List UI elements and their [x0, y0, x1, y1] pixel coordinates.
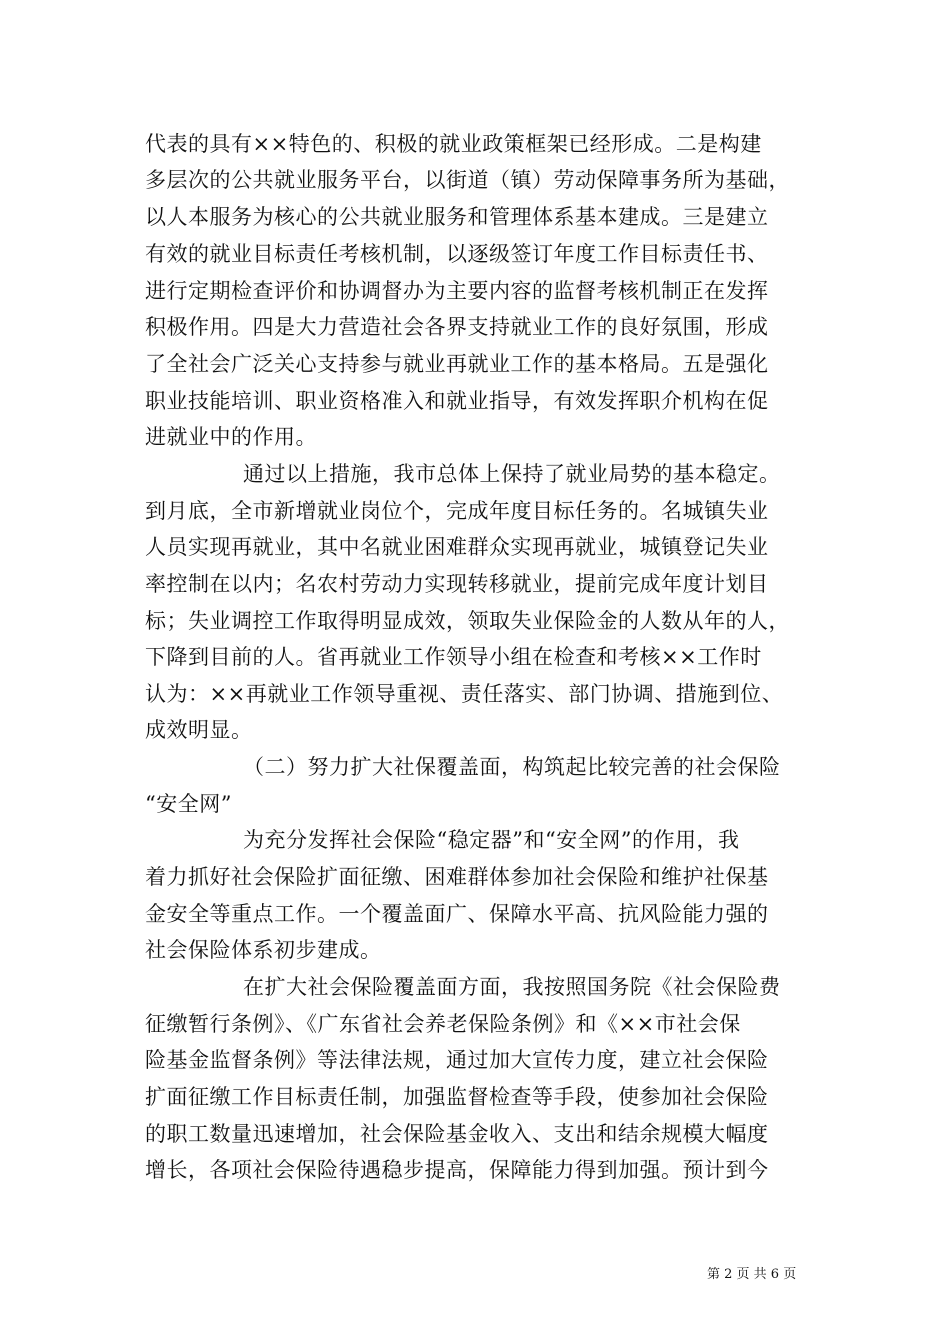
body-line: 进行定期检查评价和协调督办为主要内容的监督考核机制正在发挥 — [145, 279, 769, 303]
paragraph-first-line: 通过以上措施，我市总体上保持了就业局势的基本稳定。 — [243, 462, 781, 486]
body-line: 增长，各项社会保险待遇稳步提高，保障能力得到加强。预计到今 — [145, 1158, 769, 1182]
body-line: 人员实现再就业，其中名就业困难群众实现再就业，城镇登记失业 — [145, 535, 769, 559]
body-line: 下降到目前的人。省再就业工作领导小组在检查和考核××工作时 — [145, 645, 762, 669]
body-line: 征缴暂行条例》、《广东省社会养老保险条例》和《××市社会保 — [145, 1012, 741, 1036]
body-line: 积极作用。四是大力营造社会各界支持就业工作的良好氛围，形成 — [145, 315, 769, 339]
paragraph-first-line: 在扩大社会保险覆盖面方面，我按照国务院《社会保险费 — [243, 975, 781, 999]
body-line: 着力抓好社会保险扩面征缴、困难群体参加社会保险和维护社保基 — [145, 865, 769, 889]
body-line: 社会保险体系初步建成。 — [145, 938, 382, 962]
body-line: 以人本服务为核心的公共就业服务和管理体系基本建成。三是建立 — [145, 205, 769, 229]
body-line: 多层次的公共就业服务平台，以街道（镇）劳动保障事务所为基础， — [145, 168, 790, 192]
page-number: 第 2 页 共 6 页 — [707, 1267, 797, 1282]
body-line: 了全社会广泛关心支持参与就业再就业工作的基本格局。五是强化 — [145, 352, 769, 376]
body-line: 到月底，全市新增就业岗位个，完成年度目标任务的。名城镇失业 — [145, 499, 769, 523]
body-line: 标；失业调控工作取得明显成效，领取失业保险金的人数从年的人， — [145, 609, 790, 633]
body-line: 有效的就业目标责任考核机制，以逐级签订年度工作目标责任书、 — [145, 242, 769, 266]
paragraph-first-line: 为充分发挥社会保险“稳定器”和“安全网”的作用，我 — [243, 828, 740, 852]
body-line: 率控制在以内；名农村劳动力实现转移就业，提前完成年度计划目 — [145, 572, 769, 596]
body-line: 的职工数量迅速增加，社会保险基金收入、支出和结余规模大幅度 — [145, 1122, 769, 1146]
section-heading-continued: “安全网” — [145, 792, 232, 816]
body-line: 金安全等重点工作。一个覆盖面广、保障水平高、抗风险能力强的 — [145, 902, 769, 926]
body-line: 职业技能培训、职业资格准入和就业指导，有效发挥职介机构在促 — [145, 389, 769, 413]
body-line: 成效明显。 — [145, 718, 253, 742]
body-line: 认为：××再就业工作领导重视、责任落实、部门协调、措施到位、 — [145, 682, 784, 706]
body-line: 代表的具有××特色的、积极的就业政策框架已经形成。二是构建 — [145, 132, 762, 156]
section-heading: （二）努力扩大社保覆盖面，构筑起比较完善的社会保险 — [243, 755, 781, 779]
body-line: 扩面征缴工作目标责任制，加强监督检查等手段，使参加社会保险 — [145, 1085, 769, 1109]
body-line: 险基金监督条例》等法律法规，通过加大宣传力度，建立社会保险 — [145, 1048, 769, 1072]
body-line: 进就业中的作用。 — [145, 425, 317, 449]
